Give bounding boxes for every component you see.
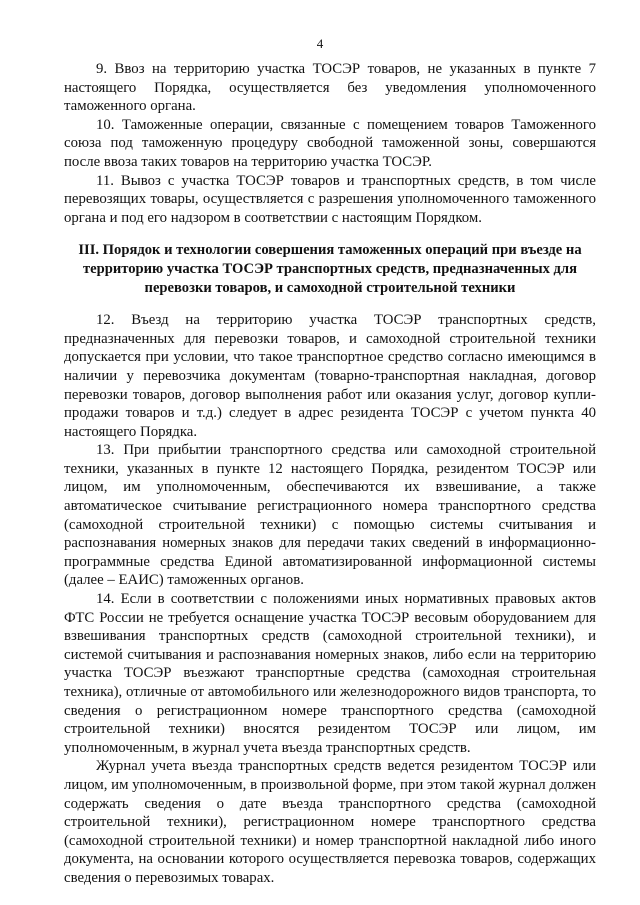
paragraph-10: 10. Таможенные операции, связанные с помещением товаров Таможенного союза под таможенную процедуру свободной таможенной зоны, совершаются после ввоза таких товаров на территорию участка ТОСЭР. <box>64 116 596 170</box>
section-spacer <box>64 297 596 311</box>
paragraph-11: 11. Вывоз с участка ТОСЭР товаров и транспортных средств, в том числе перевозящих товары, осуществляется с разрешения уполномоченного таможенного органа и под его надзором в соответствии с настоящим Порядком. <box>64 172 596 226</box>
paragraph-13: 13. При прибытии транспортного средства или самоходной строительной техники, указанных в пункте 12 настоящего Порядка, резидентом ТОСЭР или лицом, им уполномоченным, обеспечиваются их взвешивание, а также автоматическое считывание регистрационного номера транспортного средства (самоходной строительной техники) с помощью системы считывания и распознавания номерных знаков для передачи таких сведений в информационно-программные средства Единой автоматизированной информационной системы (далее – ЕАИС) таможенных органов. <box>64 442 596 589</box>
section-spacer <box>64 227 596 241</box>
paragraph-14: 14. Если в соответствии с положениями иных нормативных правовых актов ФТС России не требуется оснащение участка ТОСЭР весовым оборудованием для взвешивания транспортных средств (самоходной строительной техники), и системой считывания и распознавания номерных знаков, либо если на территорию участка ТОСЭР въезжают транспортные средства (самоходная строительная техника), отличные от автомобильного или железнодорожного видов транспорта, то сведения о регистрационном номере транспортного средства (самоходной строительной техники) вносятся резидентом ТОСЭР или лицом, им уполномоченным, в журнал учета въезда транспортных средств. <box>64 591 596 756</box>
paragraph-journal: Журнал учета въезда транспортных средств ведется резидентом ТОСЭР или лицом, им уполномоченным, в произвольной форме, при этом такой журнал должен содержать сведения о дате въезда транспортного средства (самоходной строительной техники), регистрационном номере транспортного средства (самоходной строительной техники) и номер транспортной накладной либо иного документа, на основании которого осуществляется перевозка товаров, содержащих сведения о перевозимых товарах. <box>64 758 596 886</box>
paragraph-12: 12. Въезд на территорию участка ТОСЭР транспортных средств, предназначенных для перевозки товаров, и самоходной строительной техники допускается при условии, что такое транспортное средство согласно имеющимся в наличии у перевозчика документам (товарно-транспортная накладная, договор перевозки товаров, договор выполнения работ или оказания услуг, договор купли-продажи товаров и т.д.) следует в адрес резидента ТОСЭР с учетом пункта 40 настоящего Порядка. <box>64 312 596 440</box>
paragraph-9: 9. Ввоз на территорию участка ТОСЭР товаров, не указанных в пункте 7 настоящего Порядка, осуществляется без уведомления уполномоченного таможенного органа. <box>64 61 596 115</box>
page-number: 4 <box>316 36 324 51</box>
document-body <box>64 60 596 888</box>
section-heading: III. Порядок и технологии совершения таможенных операций при въезде на территорию участка ТОСЭР транспортных средств, предназначенных для перевозки товаров, и самоходной строительной техники <box>78 242 582 296</box>
